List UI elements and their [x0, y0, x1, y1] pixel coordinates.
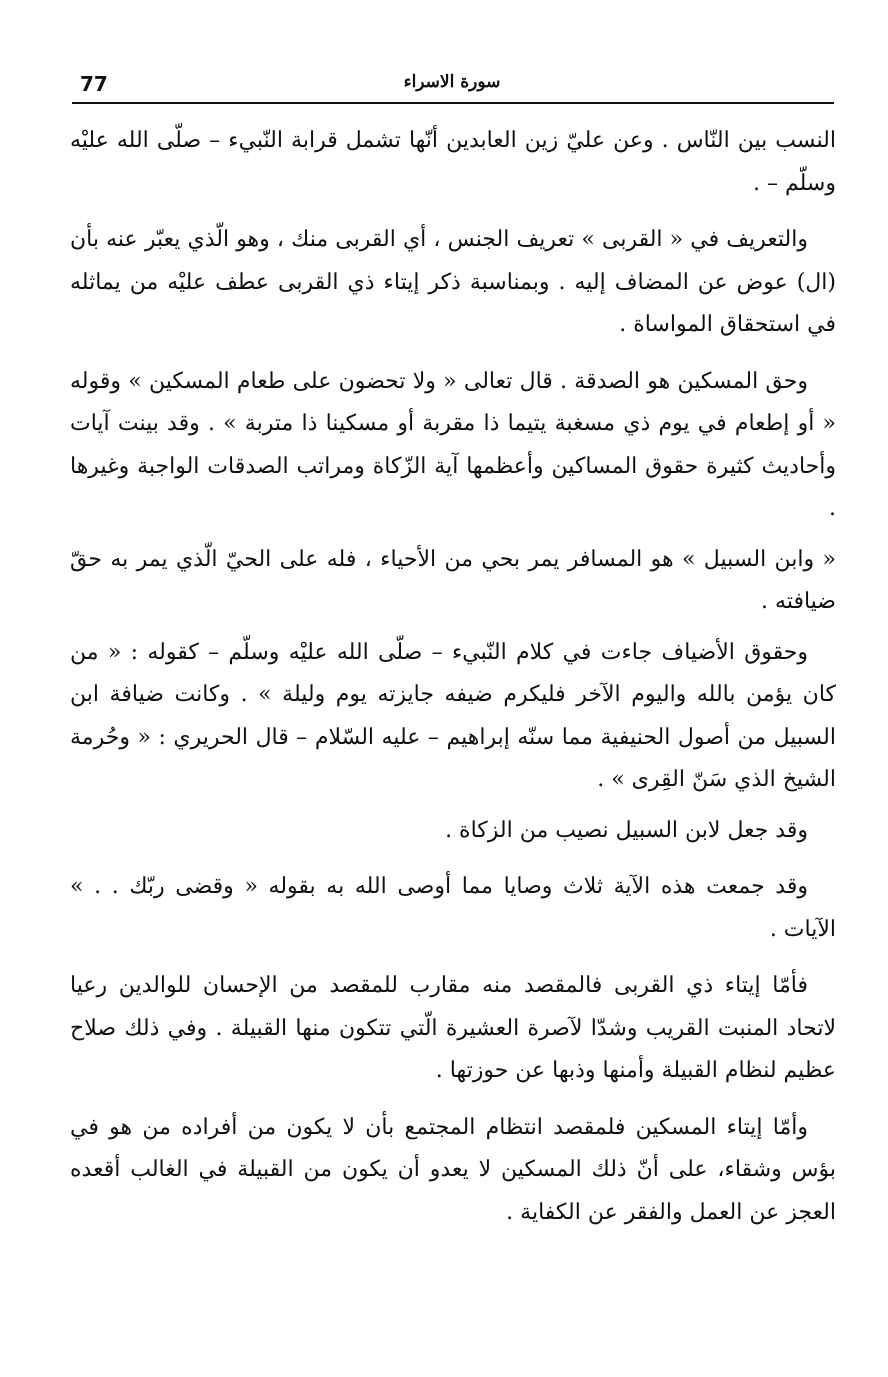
- paragraph-4: « وابن السبيل » هو المسافر يمر بحي من الأحياء ، فله على الحيّ الّذي يمر به حقّ ضيافته .: [70, 546, 836, 614]
- page-number: 77: [80, 72, 108, 96]
- paragraph-2: والتعريف في « القربى » تعريف الجنس ، أي القربى منك ، وهو الّذي يعبّر عنه بأن (ال) عوض عن المضاف إليه . وبمناسبة ذكر إيتاء ذي القربى عطف عليْه من يماثله في استحقاق المواساة .: [70, 227, 836, 337]
- paragraph-6: وقد جعل لابن السبيل نصيب من الزكاة .: [445, 817, 808, 843]
- page-body: [70, 120, 836, 1248]
- paragraph-1: النسب بين النّاس . وعن عليّ زين العابدين أنّها تشمل قرابة النّبيء – صلّى الله عليْه وسلّم – .: [70, 128, 836, 196]
- header-divider: [72, 102, 834, 104]
- paragraph-3: وحق المسكين هو الصدقة . قال تعالى « ولا تحضون على طعام المسكين » وقوله « أو إطعام في يوم ذي مسغبة يتيما ذا مقربة أو مسكينا ذا متربة » . وقد بينت آيات وأحاديث كثيرة حقوق المساكين وأعظمها آية الزّكاة ومراتب الصدقات الواجبة وغيرها .: [70, 368, 836, 521]
- page-header: [72, 68, 832, 104]
- running-title: سورة الاسراء: [403, 72, 501, 92]
- paragraph-7: وقد جمعت هذه الآية ثلاث وصايا مما أوصى الله به بقوله « وقضى ربّك . . » الآيات .: [70, 874, 836, 942]
- paragraph-5: وحقوق الأضياف جاءت في كلام النّبيء – صلّى الله عليْه وسلّم – كقوله : « من كان يؤمن بالله واليوم الآخر فليكرم ضيفه جايزته يوم وليلة » . وكانت ضيافة ابن السبيل من أصول الحنيفية مما سنّه إبراهيم – عليه السّلام – قال الحريري : « وحُرمة الشيخ الذي سَنّ القِرى » .: [70, 639, 836, 792]
- paragraph-8: فأمّا إيتاء ذي القربى فالمقصد منه مقارب للمقصد من الإحسان للوالدين رعيا لاتحاد المنبت القريب وشدّا لآصرة العشيرة الّتي تتكون منها القبيلة . وفي ذلك صلاح عظيم لنظام القبيلة وأمنها وذبها عن حوزتها .: [70, 973, 836, 1083]
- paragraph-9: وأمّا إيتاء المسكين فلمقصد انتظام المجتمع بأن لا يكون من أفراده من هو في بؤس وشقاء، على أنّ ذلك المسكين لا يعدو أن يكون من القبيلة في الغالب أقعده العجز عن العمل والفقر عن الكفاية .: [70, 1114, 836, 1225]
